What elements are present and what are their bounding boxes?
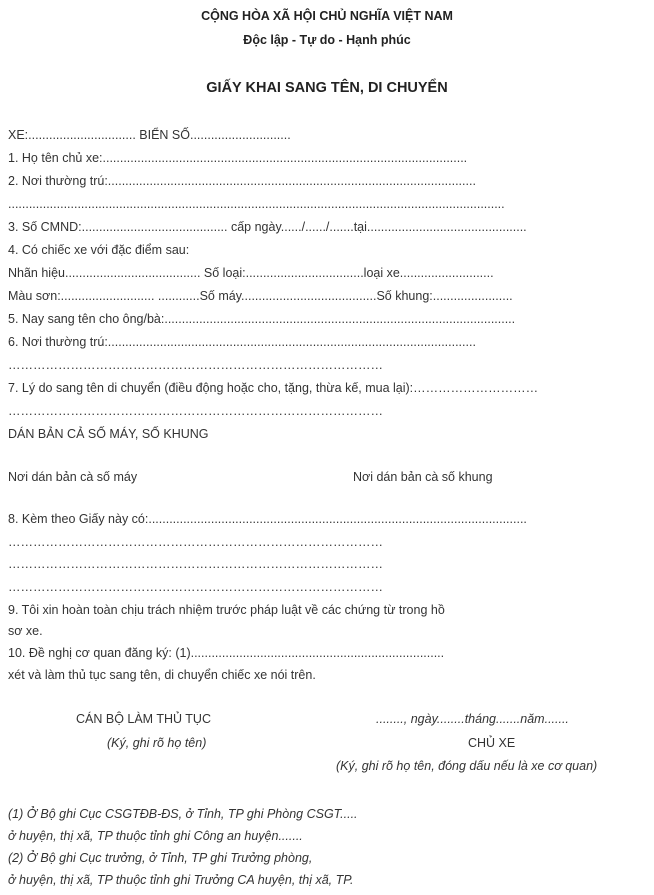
engine-number-paste-label: Nơi dán bản cà số máy	[8, 470, 138, 484]
responsibility-statement-line1: 9. Tôi xin hoàn toàn chịu trách nhiệm trước pháp luật về các chứng từ trong hồ	[8, 603, 445, 617]
header-motto: Độc lập - Tự do - Hạnh phúc	[243, 33, 411, 47]
owner-signature-note: (Ký, ghi rõ họ tên, đóng dấu nếu là xe cơ quan)	[336, 759, 598, 773]
vehicle-features-heading: 4. Có chiếc xe với đặc điểm sau:	[8, 243, 190, 257]
document-title: GIẤY KHAI SANG TÊN, DI CHUYỂN	[206, 80, 448, 96]
transferee-residence-line: 6. Nơi thường trú:..........................................................................................................	[8, 335, 476, 349]
officer-signature-note: (Ký, ghi rõ họ tên)	[107, 736, 207, 750]
registration-request-continuation: xét và làm thủ tục sang tên, di chuyển chiếc xe nói trên.	[8, 668, 316, 682]
transferee-residence-continuation: ………………………………………………………………………………	[8, 358, 383, 372]
vehicle-plate-line: XE:............................... BIỂN SỐ.............................	[8, 128, 291, 142]
footnote-2: (2) Ở Bộ ghi Cục trưởng, ở Tỉnh, TP ghi Trưởng phòng,	[8, 851, 313, 865]
attachments-continuation-3: ………………………………………………………………………………	[8, 580, 383, 594]
color-engine-frame-line: Màu sơn:........................... ............Số máy.......................................Số khung:.......................	[8, 289, 513, 303]
attachments-line: 8. Kèm theo Giấy này có:.............................................................................................................	[8, 512, 527, 526]
owner-residence-continuation: ...............................................................................................................................................	[8, 197, 505, 211]
brand-model-type-line: Nhãn hiệu....................................... Số loại:..................................loại xe...........................	[8, 266, 494, 280]
attachments-continuation-1: ………………………………………………………………………………	[8, 535, 383, 549]
transferee-name-line: 5. Nay sang tên cho ông/bà:.....................................................................................................	[8, 312, 516, 326]
transfer-reason-continuation: ………………………………………………………………………………	[8, 404, 383, 418]
attachments-continuation-2: ………………………………………………………………………………	[8, 557, 383, 571]
transfer-reason-line: 7. Lý do sang tên di chuyển (điều động hoặc cho, tặng, thừa kế, mua lại):…………………………	[8, 381, 539, 395]
paste-section-title: DÁN BẢN CẢ SỐ MÁY, SỐ KHUNG	[8, 427, 209, 441]
header-nation: CỘNG HÒA XÃ HỘI CHỦ NGHĨA VIỆT NAM	[201, 9, 453, 23]
id-card-line: 3. Số CMND:.......................................... cấp ngày....../....../.......tại..............................................	[8, 220, 527, 234]
date-line: ........, ngày........tháng.......năm.......	[376, 712, 569, 726]
officer-title: CÁN BỘ LÀM THỦ TỤC	[76, 712, 211, 726]
footnote-1-continuation: ở huyện, thị xã, TP thuộc tỉnh ghi Công an huyện.......	[8, 829, 303, 843]
footnote-2-continuation: ở huyện, thị xã, TP thuộc tỉnh ghi Trưởng CA huyện, thị xã, TP.	[8, 873, 354, 887]
owner-residence-line: 2. Nơi thường trú:..........................................................................................................	[8, 174, 476, 188]
footnote-1: (1) Ở Bộ ghi Cục CSGTĐB-ĐS, ở Tỉnh, TP ghi Phòng CSGT.....	[8, 807, 358, 821]
frame-number-paste-label: Nơi dán bản cà số khung	[353, 470, 493, 484]
owner-name-line: 1. Họ tên chủ xe:.........................................................................................................	[8, 151, 468, 165]
owner-title: CHỦ XE	[468, 736, 516, 750]
responsibility-statement-line2: sơ xe.	[8, 624, 43, 638]
registration-request-line: 10. Đề nghị cơ quan đăng ký: (1).........................................................................	[8, 646, 445, 660]
